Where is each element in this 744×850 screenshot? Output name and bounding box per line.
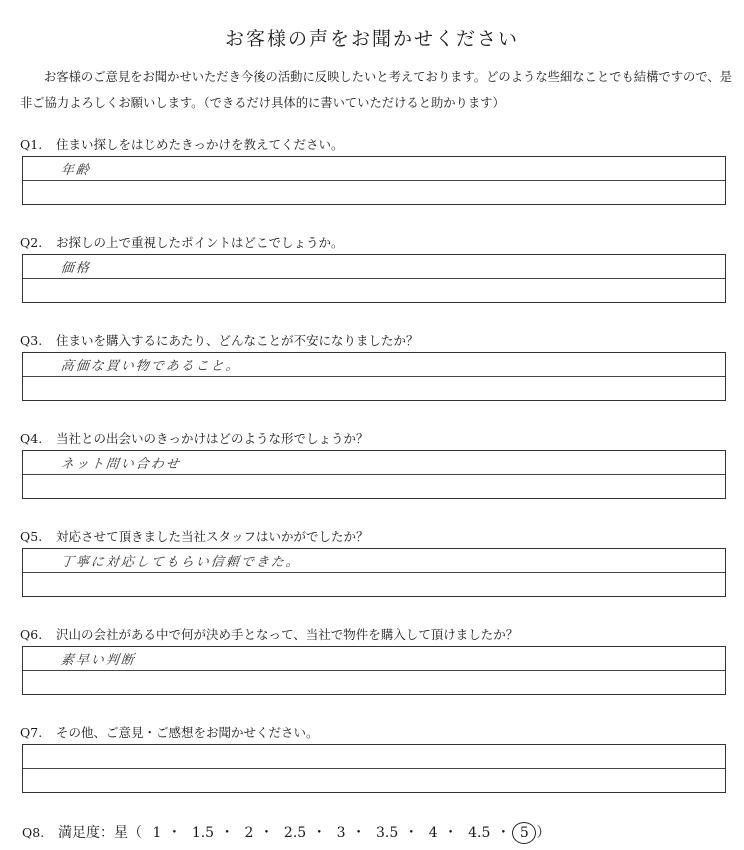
answer-box[interactable] [22, 548, 726, 597]
answer-text: ネット問い合わせ [60, 457, 182, 472]
rating-option[interactable]: 1 [152, 825, 162, 841]
question-text: お探しの上で重視したポイントはどこでしょうか。 [56, 235, 344, 250]
satisfaction-rating [22, 822, 550, 844]
answer-text: 年齢 [60, 163, 92, 178]
answer-box[interactable] [22, 744, 726, 793]
rating-option[interactable]: 2.5 [283, 825, 307, 841]
answer-box[interactable] [22, 254, 726, 303]
question-text: 対応させて頂きました当社スタッフはいかがでしたか？ [56, 529, 369, 544]
question-6 [20, 626, 730, 695]
answer-text: 価格 [60, 261, 92, 276]
question-5 [20, 528, 730, 597]
rating-option[interactable]: 3 [336, 825, 346, 841]
answer-box[interactable] [22, 156, 726, 205]
question-text: 住まい探しをはじめたきっかけを教えてください。 [56, 137, 344, 152]
rating-option[interactable]: 3.5 [376, 825, 399, 841]
question-4 [20, 430, 730, 499]
question-3 [20, 332, 730, 401]
rating-option[interactable]: 1.5 [191, 825, 215, 841]
question-number: Q6. [20, 627, 43, 642]
page-title: お客様の声をお聞かせください [224, 28, 519, 50]
rating-close: ） [536, 825, 551, 841]
question-text: 住まいを購入するにあたり、どんなことが不安になりましたか？ [56, 333, 419, 348]
question-number: Q5. [20, 529, 43, 544]
answer-box[interactable] [22, 450, 726, 499]
intro-text: お客様のご意見をお聞かせいただき今後の活動に反映したいと考えております。どのような些細なことでも結構ですので、是非ご協力よろしくお願いします。（できるだけ具体的に書いていただけると助かります） [20, 70, 732, 110]
question-number: Q8. [22, 825, 45, 840]
question-number: Q3. [20, 333, 43, 348]
question-text: 当社との出会いのきっかけはどのような形でしょうか？ [56, 431, 369, 446]
question-number: Q7. [20, 725, 43, 740]
answer-text: 丁寧に対応してもらい信頼できた。 [60, 555, 302, 570]
answer-text: 素早い判断 [60, 653, 137, 668]
question-number: Q2. [20, 235, 43, 250]
rating-label: 満足度：星（ [58, 825, 142, 841]
question-1 [20, 136, 730, 205]
question-text: 沢山の会社がある中で何が決め手となって、当社で物件を購入して頂けましたか？ [56, 627, 519, 642]
question-number: Q4. [20, 431, 43, 446]
answer-box[interactable] [22, 352, 726, 401]
question-number: Q1. [20, 137, 43, 152]
question-text: その他、ご意見・ご感想をお聞かせください。 [56, 725, 319, 740]
rating-option[interactable]: 4.5 [468, 825, 491, 841]
answer-box[interactable] [22, 646, 726, 695]
rating-option[interactable]: 2 [244, 825, 254, 841]
rating-option[interactable]: 4 [428, 825, 438, 841]
answer-text: 高価な買い物であること。 [60, 359, 242, 374]
question-7 [20, 724, 730, 793]
rating-scale: 1 ・ 1.5 ・ 2 ・ 2.5 ・ 3 ・ 3.5 ・ 4 ・ 4.5 ・ 5 ） [146, 825, 550, 841]
rating-option-selected[interactable]: 5 [512, 822, 536, 844]
question-2 [20, 234, 730, 303]
